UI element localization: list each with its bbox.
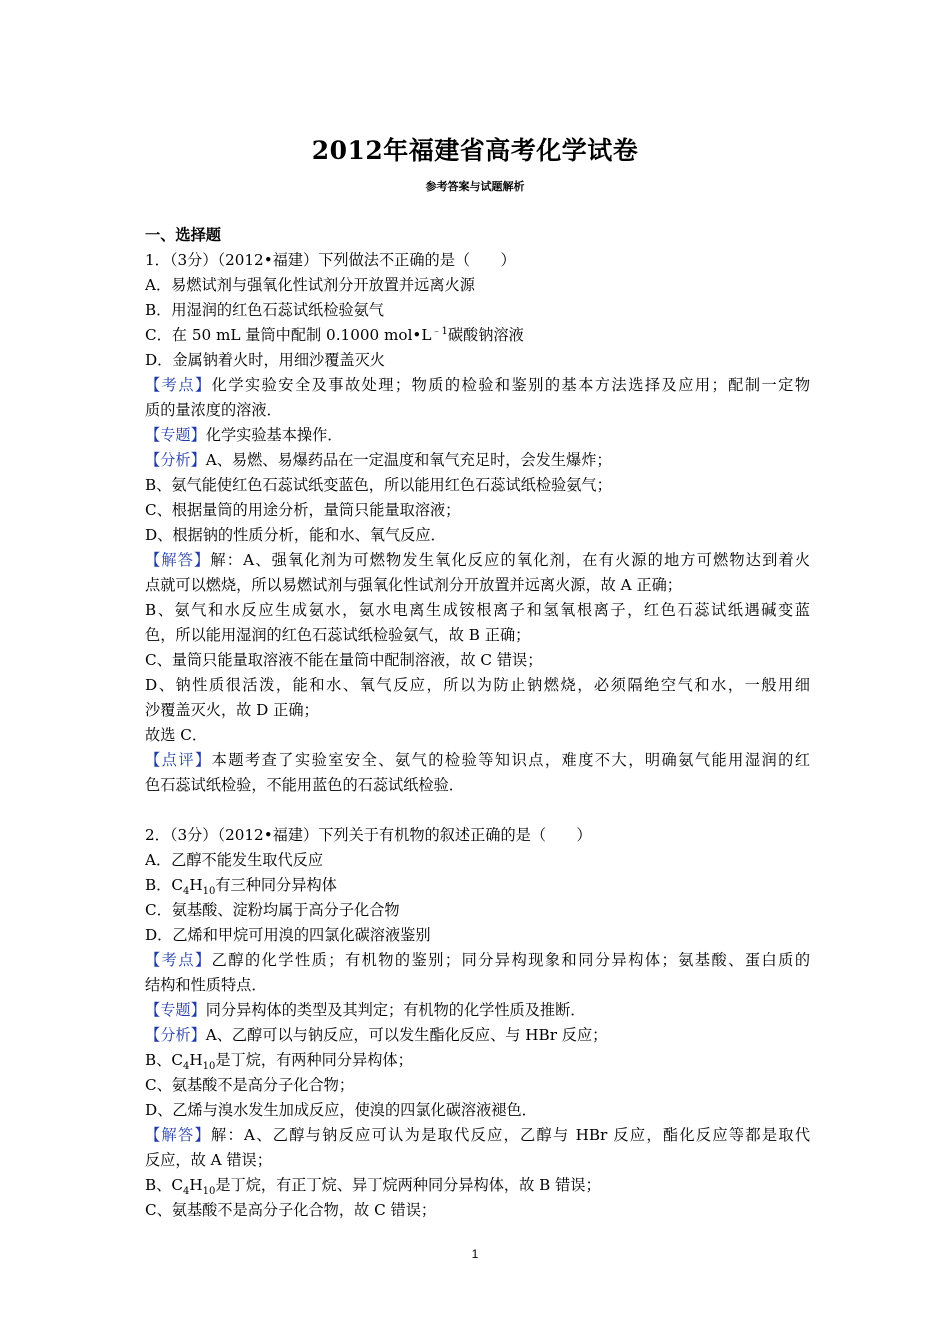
q1-kaodian-line-2: 质的量浓度的溶液． [145, 401, 282, 419]
q2-jieda-3-post: 是丁烷，有正丁烷、异丁烷两种同分异构体，故 B 错误； [215, 1176, 601, 1194]
q1-jieda-line-2: 点就可以燃烧，所以易燃试剂与强氧化性试剂分开放置并远离火源，故 A 正确； [145, 576, 682, 594]
q2-fenxi-2-post: 是丁烷，有两种同分异构体； [215, 1051, 413, 1069]
q1-stem: 1．（3分）（2012•福建）下列做法不正确的是（ ） [145, 251, 516, 269]
q2-zhuanti-text: 同分异构体的类型及其判定；有机物的化学性质及推断． [205, 1001, 586, 1019]
q2-fenxi-2-mid: H [189, 1051, 203, 1069]
q1-kaodian-line [145, 373, 810, 398]
q1-option-c-text: C．在 50 mL 量筒中配制 0.1000 mol•L [145, 326, 432, 344]
q1-jieda-line-7: 沙覆盖灭火，故 D 正确； [145, 701, 319, 719]
q1-jieda-line-3: B、氨气和水反应生成氨水，氨水电离生成铵根离子和氢氧根离子，红色石蕊试纸遇碱变蓝 [145, 601, 810, 619]
q2-fenxi-line-3: C、氨基酸不是高分子化合物； [145, 1076, 355, 1094]
q2-jieda-3-pre: B、C [145, 1176, 183, 1194]
q2-option-a: A．乙醇不能发生取代反应 [145, 851, 324, 869]
q2-jieda-3-sub-1: 4 [182, 1186, 190, 1198]
q2-kaodian-line [145, 948, 810, 973]
q2-jieda-line-3 [145, 1173, 810, 1198]
q1-fenxi-tag: 【分析】 [145, 451, 206, 469]
q1-dianping-text: 本题考查了实验室安全、氨气的检验等知识点，难度不大，明确氨气能用湿润的红 [211, 751, 810, 769]
q1-zhuanti-tag: 【专题】 [145, 426, 206, 444]
q1-jieda-line [145, 548, 810, 573]
q2-option-b-post: 有三种同分异构体 [215, 876, 337, 894]
q2-fenxi-line-4: D、乙烯与溴水发生加成反应，使溴的四氯化碳溶液褪色． [145, 1101, 537, 1119]
q1-option-a: A．易燃试剂与强氧化性试剂分开放置并远离火源 [145, 276, 475, 294]
q1-dianping-line [145, 748, 810, 773]
q1-fenxi-line-2: B、氨气能使红色石蕊试纸变蓝色，所以能用红色石蕊试纸检验氨气； [145, 476, 612, 494]
q1-zhuanti-line [145, 423, 810, 448]
document-body [145, 223, 810, 1223]
q2-fenxi-line [145, 1023, 810, 1048]
q2-fenxi-2-sub-2: 10 [202, 1061, 216, 1073]
q1-dianping-line-2: 色石蕊试纸检验，不能用蓝色的石蕊试纸检验． [145, 776, 464, 794]
q2-option-c: C．氨基酸、淀粉均属于高分子化合物 [145, 901, 400, 919]
q1-option-b: B．用湿润的红色石蕊试纸检验氨气 [145, 301, 384, 319]
q1-jieda-line-5: C、量筒只能量取溶液不能在量筒中配制溶液，故 C 错误； [145, 651, 543, 669]
q1-jieda-line-8: 故选 C． [145, 726, 208, 744]
q2-jieda-3-sub-2: 10 [202, 1186, 216, 1198]
q2-fenxi-tag: 【分析】 [145, 1026, 206, 1044]
q2-fenxi-2-sub-1: 4 [182, 1061, 190, 1073]
q1-jieda-line-4: 色，所以能用湿润的红色石蕊试纸检验氨气，故 B 正确； [145, 626, 531, 644]
q1-fenxi-line [145, 448, 810, 473]
q1-option-d: D．金属钠着火时，用细沙覆盖灭火 [145, 351, 385, 369]
q2-jieda-line [145, 1123, 810, 1148]
q2-fenxi-text: A、乙醇可以与钠反应，可以发生酯化反应、与 HBr 反应； [205, 1026, 608, 1044]
q1-kaodian-tag: 【考点】 [145, 376, 212, 394]
q1-option-c-tail: 碳酸钠溶液 [447, 326, 524, 344]
section-title: 一、选择题 [145, 226, 221, 244]
q1-dianping-tag: 【点评】 [145, 751, 212, 769]
q1-option-c [145, 323, 810, 348]
exam-title: 2012年福建省高考化学试卷 [311, 136, 639, 165]
q2-zhuanti-tag: 【专题】 [145, 1001, 206, 1019]
q2-kaodian-tag: 【考点】 [145, 951, 212, 969]
q2-jieda-text: 解：A、乙醇与钠反应可认为是取代反应，乙醇与 HBr 反应，酯化反应等都是取代 [210, 1126, 810, 1144]
q2-option-b-mid: H [189, 876, 203, 894]
q2-fenxi-2-pre: B、C [145, 1051, 183, 1069]
q2-jieda-line-4: C、氨基酸不是高分子化合物，故 C 错误； [145, 1201, 437, 1219]
q2-option-b-sub-2: 10 [202, 886, 216, 898]
q2-option-d: D．乙烯和甲烷可用溴的四氯化碳溶液鉴别 [145, 926, 431, 944]
q2-zhuanti-line [145, 998, 810, 1023]
q1-fenxi-text: A、易燃、易爆药品在一定温度和氧气充足时，会发生爆炸； [205, 451, 612, 469]
q1-option-c-superscript: ﹣1 [431, 325, 448, 337]
q1-jieda-tag: 【解答】 [145, 551, 211, 569]
q1-fenxi-line-4: D、根据钠的性质分析，能和水、氧气反应． [145, 526, 446, 544]
q2-jieda-tag: 【解答】 [145, 1126, 211, 1144]
page-number: 1 [471, 1247, 479, 1261]
q1-zhuanti-text: 化学实验基本操作． [205, 426, 343, 444]
q2-fenxi-line-2 [145, 1048, 810, 1073]
q2-option-b-sub-1: 4 [182, 886, 190, 898]
q2-jieda-line-2: 反应，故 A 错误； [145, 1151, 272, 1169]
q1-jieda-line-6: D、钠性质很活泼，能和水、氧气反应，所以为防止钠燃烧，必须隔绝空气和水，一般用细 [145, 676, 810, 694]
q2-stem: 2．（3分）（2012•福建）下列关于有机物的叙述正确的是（ ） [145, 826, 592, 844]
q2-kaodian-text: 乙醇的化学性质；有机物的鉴别；同分异构现象和同分异构体；氨基酸、蛋白质的 [211, 951, 810, 969]
q1-jieda-text: 解：A、强氧化剂为可燃物发生氧化反应的氧化剂，在有火源的地方可燃物达到着火 [210, 551, 810, 569]
q1-kaodian-text: 化学实验安全及事故处理；物质的检验和鉴别的基本方法选择及应用；配制一定物 [211, 376, 810, 394]
q1-fenxi-line-3: C、根据量筒的用途分析，量筒只能量取溶液； [145, 501, 461, 519]
q2-option-b-pre: B．C [145, 876, 183, 894]
q2-kaodian-line-2: 结构和性质特点． [145, 976, 267, 994]
exam-subtitle: 参考答案与试题解析 [425, 180, 525, 193]
q2-option-b [145, 873, 810, 898]
question-spacer [145, 798, 810, 823]
q2-jieda-3-mid: H [189, 1176, 203, 1194]
